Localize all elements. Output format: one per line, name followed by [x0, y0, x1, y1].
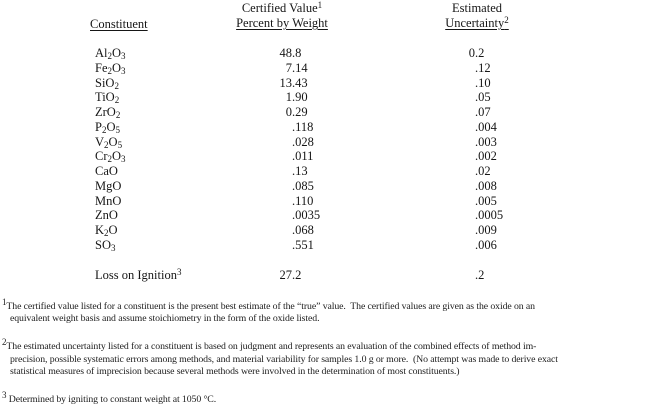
table-row: [0, 194, 648, 209]
certified-value-cell: .028: [292, 134, 314, 149]
uncertainty-cell: .006: [475, 237, 497, 252]
certified-value-header-line1: Certified Value$^1$: [241, 0, 323, 15]
footnote-marker: 2: [2, 337, 7, 348]
uncertainty-cell: .004: [475, 119, 497, 134]
uncertainty-cell: .12: [475, 60, 491, 75]
table-row: [0, 179, 648, 194]
constituent-cell: ZnO: [95, 208, 118, 223]
uncertainty-cell: .003: [475, 134, 497, 149]
column-header-estimated-uncertainty: [402, 1, 552, 31]
uncertainty-header-line2: Uncertainty$^2$: [445, 15, 509, 30]
column-header-certified-value: [207, 1, 357, 31]
constituent-cell: $Al_2O_3$: [95, 46, 126, 61]
constituent-cell: Loss on Ignition$^3$: [95, 267, 182, 282]
certified-value-cell: .118: [292, 119, 314, 134]
table-body: [0, 46, 648, 253]
footnote-1: [2, 297, 647, 325]
certified-value-cell: 13 .43: [279, 75, 308, 90]
certified-value-cell: .551: [292, 237, 314, 252]
uncertainty-cell: 0 .2: [468, 46, 485, 60]
constituent-cell: $P_2O_5$: [95, 119, 120, 135]
footnote-2-line-1: $^2$The estimated uncertainty listed for a constituent is based on judgment and represents an evaluation of the combined effects of method im-: [2, 337, 537, 353]
constituent-cell: $Fe_2O_3$: [95, 60, 126, 76]
constituent-cell: MnO: [95, 193, 122, 208]
uncertainty-cell: .008: [475, 178, 497, 193]
constituent-cell: MgO: [95, 178, 122, 193]
certified-value-cell: .085: [292, 178, 314, 193]
certified-value-cell: .110: [292, 193, 314, 208]
uncertainty-cell: .005: [475, 193, 497, 208]
footnote-2-line-3: statistical measures of imprecision because several methods were involved in the determination of most constituents.): [10, 365, 460, 377]
certified-value-cell: 0 .29: [285, 105, 308, 119]
certified-value-cell: .068: [292, 223, 314, 237]
uncertainty-cell: .10: [475, 75, 491, 90]
certified-value-cell: 1 .90: [285, 90, 308, 105]
table-row: [0, 238, 648, 253]
table-row: [0, 223, 648, 238]
footnotes: [2, 297, 647, 414]
certified-value-cell: 48 .8: [279, 46, 302, 60]
footnote-marker: 3: [2, 390, 7, 401]
footnote-3: [2, 390, 647, 406]
constituent-cell: SiO$_2$: [95, 75, 119, 91]
table-row: [0, 90, 648, 105]
uncertainty-cell: .2: [475, 268, 485, 282]
table-row: [0, 105, 648, 120]
table-row: [0, 135, 648, 150]
table-row: [0, 164, 648, 179]
constituent-cell: $V_2O_5$: [95, 134, 123, 150]
table-row: [0, 208, 648, 223]
uncertainty-cell: .05: [475, 90, 491, 105]
footnote-1-line-1: $^1$The certified value listed for a constituent is the present best estimate of the “true” value. The certified values are given as the oxide on an: [2, 297, 535, 312]
loss-on-ignition-row-container: [0, 266, 648, 284]
footnote-2: [2, 337, 647, 378]
table-row: [0, 46, 648, 61]
footnote-1-line-2: equivalent weight basis and assume stoichiometry in the form of the oxide listed.: [10, 313, 320, 325]
uncertainty-cell: .02: [475, 164, 491, 178]
constituent-cell: $K_2O$: [95, 223, 118, 238]
table-row: [0, 149, 648, 164]
table-row: [0, 61, 648, 76]
constituent-cell: $Cr_2O_3$: [95, 149, 126, 165]
table-row: [0, 266, 648, 284]
constituent-cell: $SO_3$: [95, 237, 116, 253]
table-row: [0, 120, 648, 135]
certified-value-cell: 7 .14: [285, 60, 308, 75]
footnote-3-line-1: $^3$ Determined by igniting to constant weight at 1050 °C.: [2, 390, 217, 406]
uncertainty-cell: .07: [475, 105, 491, 119]
uncertainty-cell: .002: [475, 149, 497, 164]
table-row: [0, 76, 648, 91]
constituent-cell: ZrO$_2$: [95, 105, 121, 120]
certified-value-cell: .0035: [292, 208, 321, 223]
uncertainty-cell: .0005: [475, 208, 504, 223]
constituent-cell: CaO: [95, 164, 118, 178]
footnote-2-line-2: precision, possible systematic errors among methods, and material variability for samples 1.0 g or more. (No attempt was made to derive exact: [10, 353, 558, 365]
certified-value-cell: .011: [292, 149, 314, 164]
certified-value-cell: 27 .2: [279, 268, 302, 282]
column-header-constituent: Constituent: [90, 17, 148, 31]
uncertainty-header-line1: Estimated: [452, 1, 502, 15]
certified-value-cell: .13: [292, 164, 308, 178]
footnote-marker: 1: [2, 297, 7, 307]
uncertainty-cell: .009: [475, 223, 497, 237]
certified-value-header-line2: Percent by Weight: [236, 16, 328, 30]
constituent-cell: TiO$_2$: [95, 90, 120, 106]
